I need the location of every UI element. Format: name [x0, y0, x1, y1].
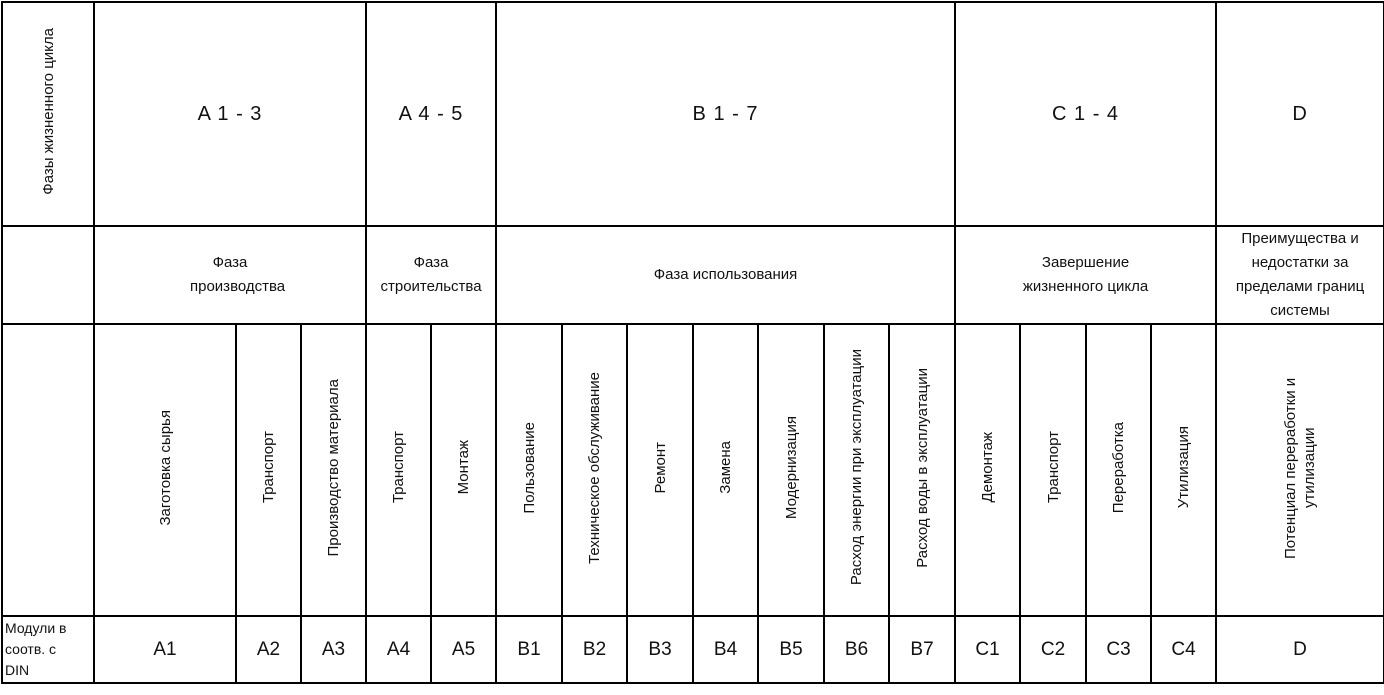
phase-code-row: [2, 2, 1384, 226]
stage-cell: [1151, 324, 1216, 616]
stage-label: Транспорт: [1044, 431, 1062, 504]
stage-label: Транспорт: [260, 431, 277, 504]
stage-cell: [955, 324, 1020, 616]
stage-label: Производство материала: [325, 378, 342, 557]
phases-label-cell: [2, 2, 94, 226]
module-cell: A3: [301, 616, 366, 683]
stage-label: Замена: [717, 441, 735, 494]
modules-label: Модули в соотв. с DIN: [5, 620, 67, 678]
stage-label: Утилизация: [1175, 426, 1193, 509]
module-cell: B1: [496, 616, 562, 683]
stage-label: Расход энергии при эксплуатации: [848, 349, 866, 586]
phase-name-construction: Фаза строительства: [366, 226, 496, 324]
stage-row: [2, 324, 1384, 616]
module-cell: B2: [562, 616, 627, 683]
stage-cell: [1020, 324, 1086, 616]
empty-cell: [2, 226, 94, 324]
stage-label: Заготовка сырья: [156, 409, 174, 526]
module-cell: A1: [94, 616, 236, 683]
module-cell: B5: [758, 616, 824, 683]
module-cell: C3: [1086, 616, 1151, 683]
phase-code-a1-3: A 1 - 3: [94, 2, 366, 226]
stage-cell: [889, 324, 955, 616]
stage-cell: [496, 324, 562, 616]
module-cell: B7: [889, 616, 955, 683]
module-cell: B6: [824, 616, 889, 683]
stage-cell: [562, 324, 627, 616]
phase-name-end-of-life: Завершение жизненного цикла: [955, 226, 1216, 324]
stage-label: Транспорт: [390, 431, 408, 504]
module-row: [2, 616, 1384, 683]
module-cell: C1: [955, 616, 1020, 683]
stage-label: Расход воды в эксплуатации: [913, 367, 931, 568]
phase-code-d: D: [1216, 2, 1384, 226]
module-cell: B3: [627, 616, 693, 683]
stage-cell: [824, 324, 889, 616]
phase-code-c1-4: C 1 - 4: [955, 2, 1216, 226]
stage-cell: [301, 324, 366, 616]
module-cell: A2: [236, 616, 301, 683]
stage-cell: [236, 324, 301, 616]
empty-cell: [2, 324, 94, 616]
module-cell: A5: [431, 616, 496, 683]
stage-label: Ремонт: [651, 441, 669, 494]
phase-code-b1-7: B 1 - 7: [496, 2, 955, 226]
stage-cell: [366, 324, 431, 616]
stage-cell: [627, 324, 693, 616]
phases-label: Фазы жизненного цикла: [39, 28, 57, 195]
module-cell: C2: [1020, 616, 1086, 683]
modules-label-cell: [2, 616, 94, 683]
module-cell: B4: [693, 616, 758, 683]
stage-label: Демонтаж: [979, 432, 997, 503]
stage-cell: [758, 324, 824, 616]
phase-name-beyond: Преимущества и недостатки за пределами границ системы: [1216, 226, 1384, 324]
phase-name-row: [2, 226, 1384, 324]
stage-cell: [1216, 324, 1384, 616]
stage-label: Пользование: [520, 421, 538, 514]
phase-name-production: Фаза производства: [94, 226, 366, 324]
module-cell: C4: [1151, 616, 1216, 683]
stage-label: Модернизация: [782, 415, 800, 520]
stage-cell: [1086, 324, 1151, 616]
phase-code-a4-5: A 4 - 5: [366, 2, 496, 226]
module-cell: D: [1216, 616, 1384, 683]
stage-cell: [94, 324, 236, 616]
module-cell: A4: [366, 616, 431, 683]
stage-label: Переработка: [1110, 421, 1128, 514]
lifecycle-table: [1, 1, 1384, 684]
stage-label: Потенциал переработки и утилизации: [1282, 376, 1319, 559]
stage-cell: [693, 324, 758, 616]
stage-label: Монтаж: [455, 440, 473, 495]
stage-cell: [431, 324, 496, 616]
phase-name-use: Фаза использования: [496, 226, 955, 324]
stage-label: Техническое обслуживание: [586, 371, 604, 564]
